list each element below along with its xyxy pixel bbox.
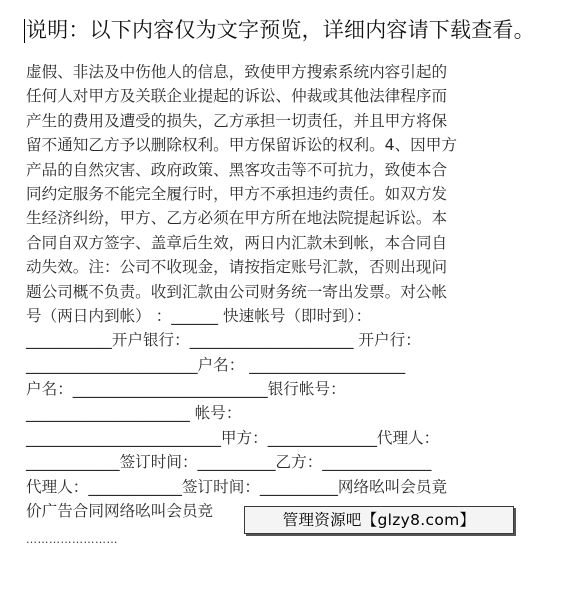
- document-line: 题公司概不负责。收到汇款由公司财务统一寄出发票。对公帐: [26, 282, 448, 301]
- text-cursor: [24, 19, 25, 43]
- document-line: _____________________ 帐号：: [26, 404, 242, 423]
- document-line: 任何人对甲方及关联企业提起的诉讼、仲裁或其他法律程序而: [26, 87, 448, 106]
- document-line: 同约定服务不能完全履行时，甲方不承担违约责任。如双方发: [26, 184, 448, 203]
- document-line: 价广告合同网络吆叫会员竞: [26, 502, 214, 521]
- document-line: 动失效。注：公司不收现金，请按指定账号汇款，否则出现问: [26, 258, 448, 277]
- preview-notice: 说明：以下内容仅为文字预览，详细内容请下载查看。: [26, 18, 535, 42]
- document-line: 留不通知乙方予以删除权利。甲方保留诉讼的权利。4、因甲方: [26, 136, 457, 155]
- document-line: 合同自双方签字、盖章后生效，两日内汇款未到帐，本合同自: [26, 233, 448, 252]
- document-line: 产品的自然灾害、政府政策、黑客攻击等不可抗力，致使本合: [26, 160, 448, 179]
- document-line: 虚假、非法及中伤他人的信息，致使甲方搜索系统内容引起的: [26, 63, 448, 81]
- truncation-ellipsis: ……………………: [26, 533, 118, 546]
- document-line: ______________________户名： ____________________: [26, 355, 406, 374]
- document-line: ___________开户银行：_____________________ 开户行：: [26, 331, 421, 350]
- document-line: ____________签订时间：__________乙方：______________: [26, 453, 432, 472]
- document-body: [26, 60, 554, 523]
- document-line: 号（两日内到帐） ：______ 快速帐号（即时到）：: [26, 306, 372, 325]
- preview-notice-bar: [0, 14, 578, 48]
- document-line: 生经济纠纷，甲方、乙方必须在甲方所在地法院提起诉讼。本: [26, 209, 448, 228]
- document-line: 户名：_________________________银行帐号：: [26, 380, 346, 399]
- site-watermark-label: 管理资源吧【glzy8.com】: [244, 506, 514, 534]
- document-line: 代理人：____________签订时间：__________网络吆叫会员竟: [26, 477, 448, 496]
- document-line: 产生的费用及遭受的损失，乙方承担一切责任，并且甲方将保: [26, 111, 448, 130]
- document-line: _________________________甲方：______________代理人：: [26, 428, 440, 447]
